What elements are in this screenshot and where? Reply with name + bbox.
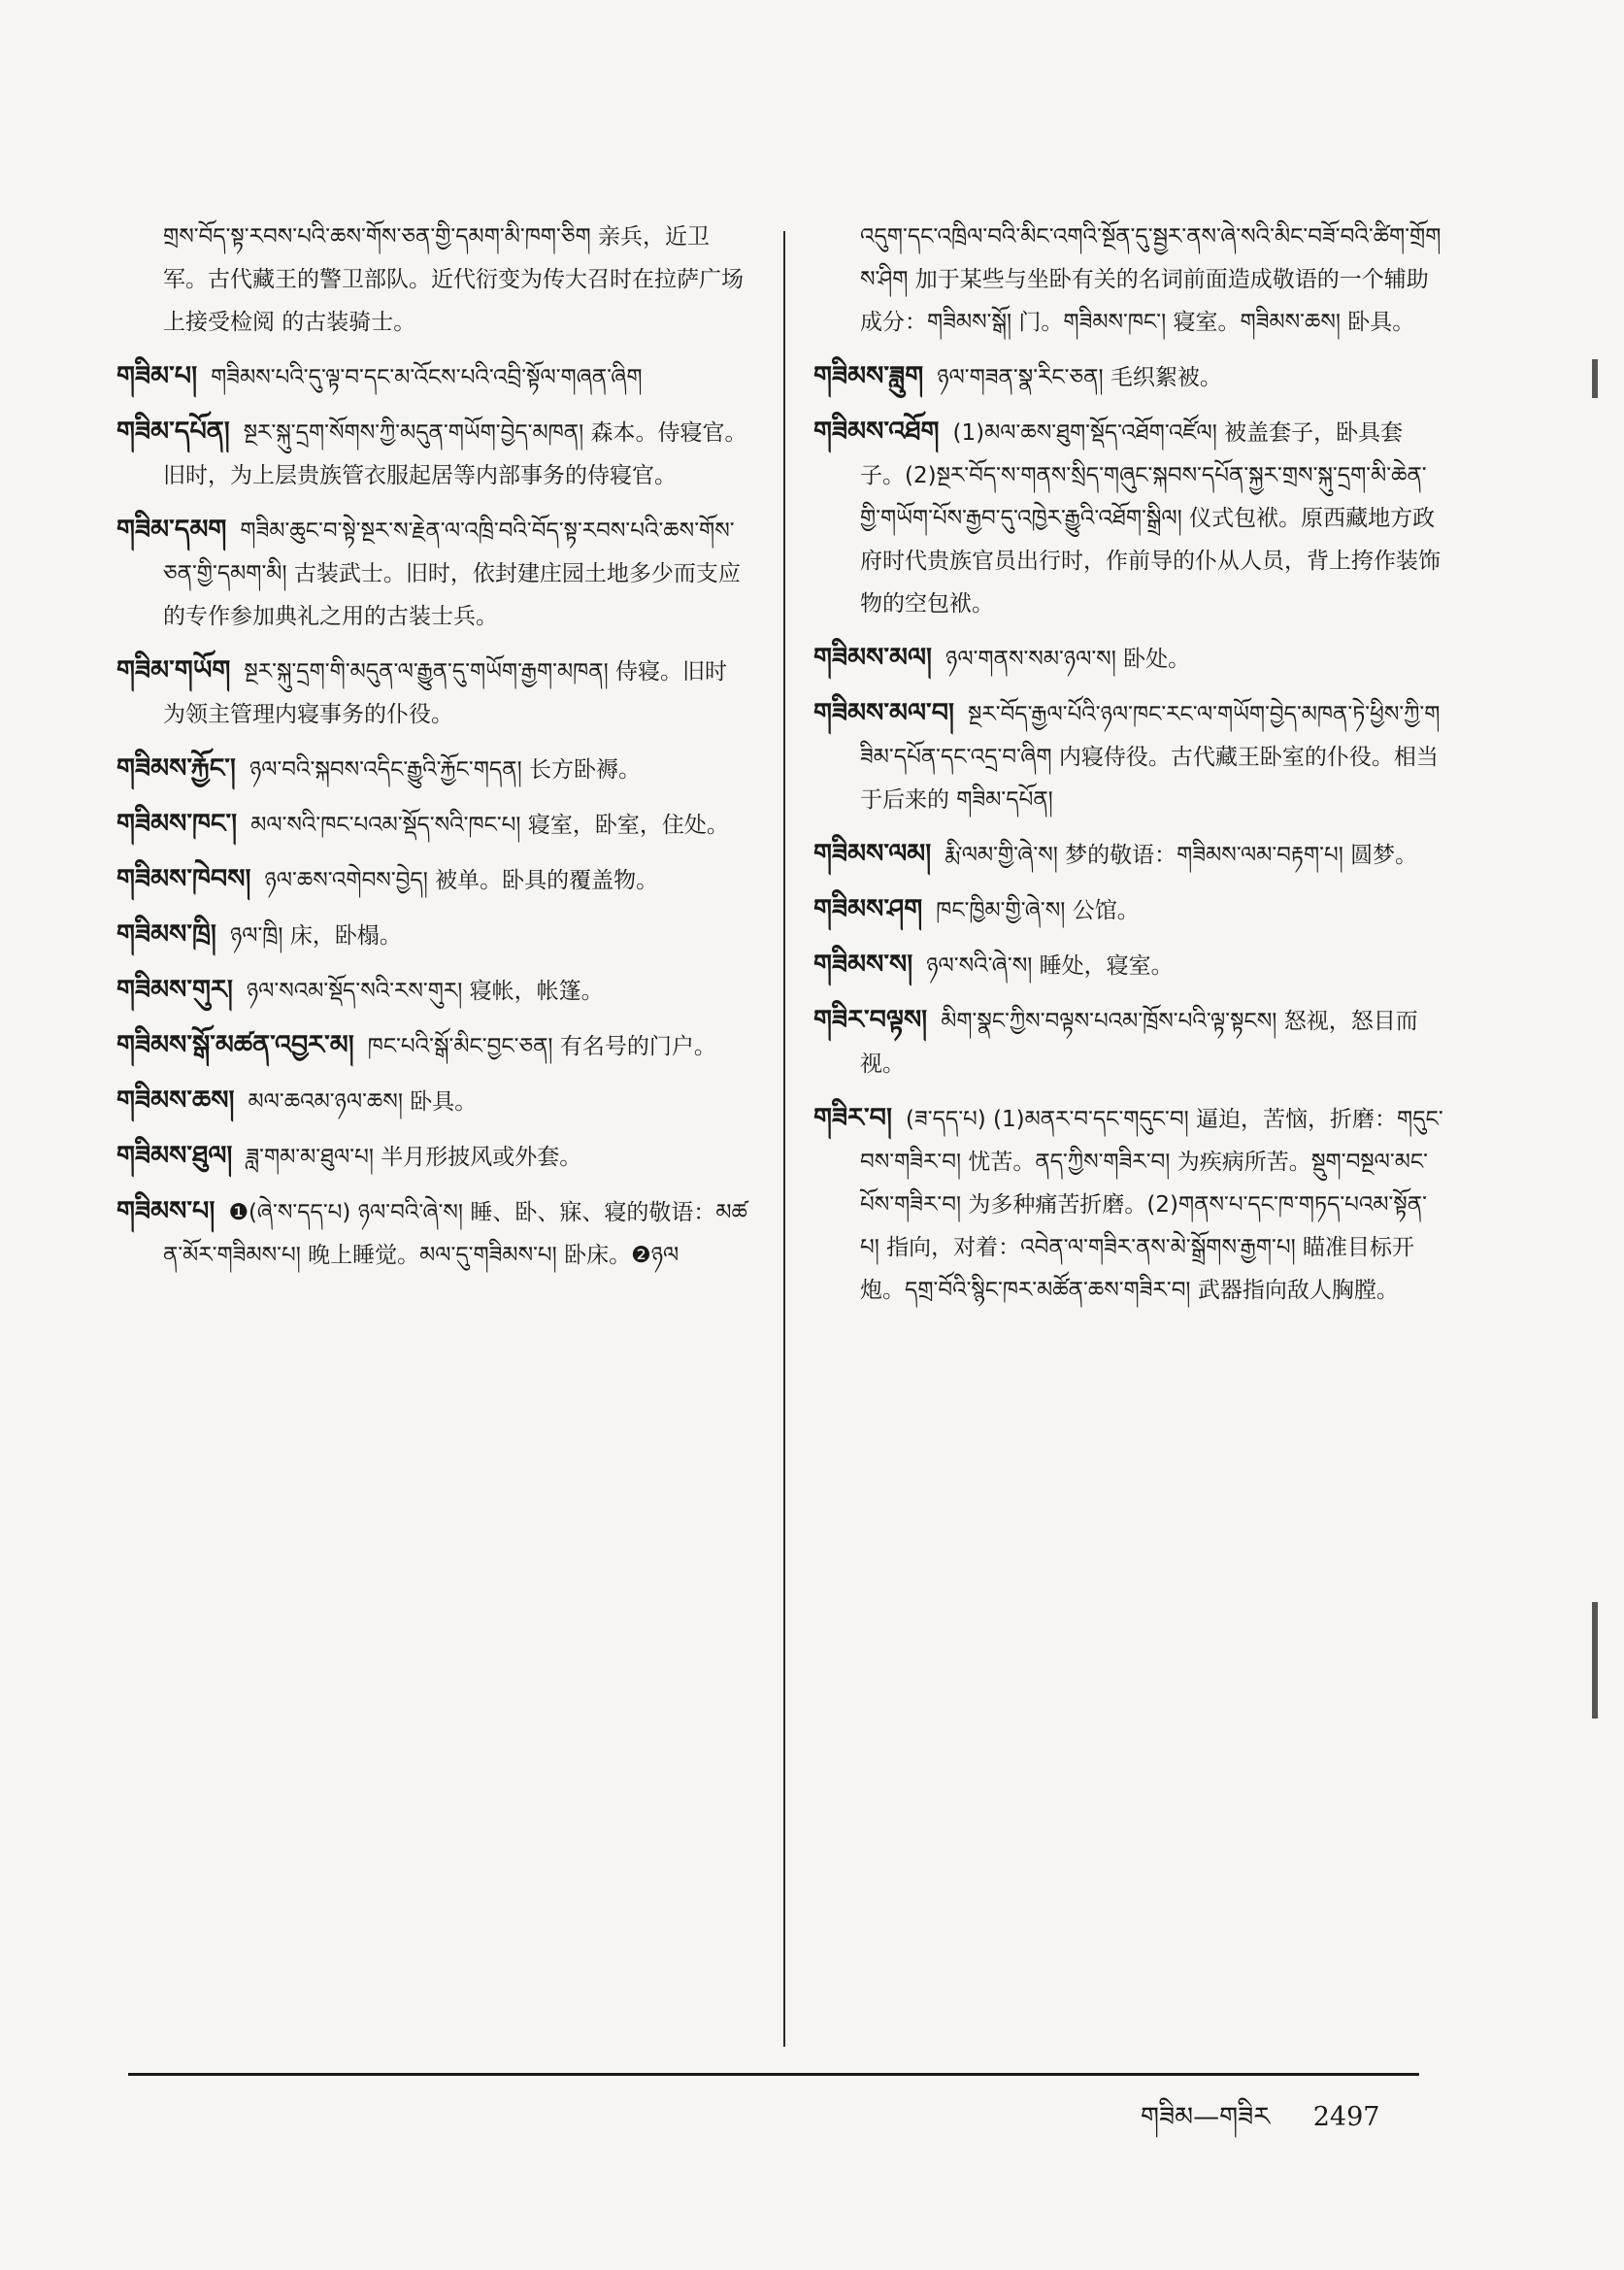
entry-definition: སྔར་སྐུ་དྲག་སོགས་ཀྱི་མདུན་གཡོག་བྱེད་མཁན། 森本。侍寝官。旧时，为上层贵族管衣服起居等内部事务的侍寝官。 <box>163 420 747 488</box>
entry-definition: གྲས་བོད་སྟ་རབས་པའི་ཆས་གོས་ཅན་གྱི་དམག་མི་ཁག་ཅིག 亲兵，近卫军。古代藏王的警卫部队。近代衍变为传大召时在拉萨广场上接受检阅 的古装骑士。 <box>163 224 744 335</box>
dictionary-entry <box>116 803 747 847</box>
dictionary-entry <box>116 1190 747 1277</box>
entry-headword: གཟིམས་ཐུལ། <box>116 1141 233 1171</box>
entry-headword: གཟིམས་ཁེབས། <box>116 864 251 894</box>
dictionary-entry <box>116 1135 747 1179</box>
entry-definition: གཟིམ་ཆུང་བ་སྟེ་སྔར་ས་རྗེན་ལ་འཁྲི་བའི་བོད་སྟ་རབས་པའི་ཆས་གོས་ཅན་གྱི་དམག་མི། 古装武士。旧时，依封建庄园土地多少而支应的专作参加典礼之用的古装士兵。 <box>163 518 741 629</box>
entry-headword: གཟིམས་འཐོག <box>813 417 940 447</box>
dictionary-entry <box>813 944 1444 987</box>
dictionary-entry <box>813 833 1444 877</box>
entry-headword: གཟིམས་རྐྱོང་། <box>116 753 236 784</box>
dictionary-entry <box>116 1024 747 1068</box>
entry-definition: (ཟ་དད་པ) (1)མནར་བ་དང་གདུང་བ། 逼迫，苦恼，折磨：གདུང་བས་གཟིར་བ། 忧苦。ནད་ཀྱིས་གཟིར་བ། 为疾病所苦。སྡུག་བསྔལ་མང་པོས་གཟིར་བ། 为多种痛苦折磨。(2)གནས་པ་དང་ཁ་གཏད་པའམ་སྟོན་པ། 指向，对着：འབེན་ལ་གཟིར་ནས་མེ་སྒྲོགས་རྒྱག་པ། 瞄准目标开炮。དགྲ་བོའི་སྙིང་ཁར་མཚོན་ཆས་གཟིར་བ། 武器指向敌人胸膛。 <box>860 1107 1443 1303</box>
entry-headword: གཟིམས་ས། <box>813 950 913 980</box>
entry-definition: རྨི་ལམ་གྱི་ཞེ་ས། 梦的敬语：གཟིམས་ལམ་བརྟག་པ། 圆梦。 <box>945 843 1418 868</box>
entry-headword: གཟིམས་ལམ། <box>813 839 932 869</box>
entry-definition: ཉལ་སའི་ཞེ་ས། 睡处，寝室。 <box>926 953 1174 979</box>
entry-headword: གཟིམ་དམག <box>116 515 227 545</box>
dictionary-entry <box>813 888 1444 932</box>
dictionary-entry <box>116 969 747 1013</box>
entry-definition: ཟླ་གམ་མ་ཐུལ་པ། 半月形披风或外套。 <box>246 1145 582 1170</box>
entry-definition: སྔར་སྐུ་དྲག་གི་མདུན་ལ་རྒྱུན་དུ་གཡོག་རྒྱག་མཁན། 侍寝。旧时为领主管理内寝事务的仆役。 <box>163 659 727 727</box>
dictionary-entry <box>813 216 1444 344</box>
entry-definition: མལ་སའི་ཁང་པའམ་སྡོད་སའི་ཁང་པ། 寝室，卧室，住处。 <box>250 813 729 838</box>
entry-definition: ཉལ་བའི་སྐབས་འདིང་རྒྱུའི་རྐྱོང་གདན། 长方卧褥。 <box>249 757 641 783</box>
dictionary-entry <box>116 1080 747 1123</box>
entry-definition: མིག་སྣང་ཀྱིས་བལྟས་པའམ་ཁྲོས་པའི་ལྟ་སྟངས། 怒视，怒目而视。 <box>860 1009 1418 1077</box>
entry-definition: ཁང་པའི་སྒོ་མིང་བྱང་ཅན། 有名号的门户。 <box>367 1034 716 1059</box>
entry-headword: གཟིམ་དཔོན། <box>116 417 230 447</box>
column-divider <box>783 231 785 2047</box>
entry-headword: གཟིམས་ཟླུག <box>813 361 924 391</box>
dictionary-entry <box>116 411 747 497</box>
entry-headword: གཟིམ་པ། <box>116 361 198 391</box>
dictionary-entry <box>813 999 1444 1085</box>
entry-definition: འདུག་དང་འཁྲིལ་བའི་མིང་འགའི་སྔོན་དུ་སྦྱར་ནས་ཞེ་སའི་མིང་བཟོ་བའི་ཚིག་གྲོགས་ཤིག 加于某些与坐卧有关的名词前面造成敬语的一个辅助成分：གཟིམས་སྒོ། 门。གཟིམས་ཁང་། 寝室。གཟིམས་ཆས། 卧具。 <box>860 224 1442 335</box>
dictionary-entry <box>116 650 747 736</box>
footer-rule <box>128 2073 1419 2076</box>
dictionary-entry <box>116 858 747 902</box>
entry-headword: གཟིམས་མལ། <box>813 643 933 673</box>
entry-definition: ཉལ་ཁྲི། 床，卧榻。 <box>229 923 402 949</box>
scan-edge-mark <box>1592 359 1598 398</box>
entry-definition: སྔར་བོད་རྒྱལ་པོའི་ཉལ་ཁང་རང་ལ་གཡོག་བྱེད་མཁན་ཏེ་ཕྱིས་ཀྱི་གཟིམ་དཔོན་དང་འདྲ་བ་ཞིག 内寝侍役。古代藏王卧室的仆役。相当于后来的 གཟིམ་དཔོན། <box>860 702 1441 813</box>
entry-headword: གཟིམ་གཡོག <box>116 655 231 685</box>
entry-headword: གཟིམས་ཆས། <box>116 1085 235 1116</box>
dictionary-entry <box>116 509 747 638</box>
entry-definition: ཁང་ཁྱིམ་གྱི་ཞེ་ས། 公馆。 <box>936 898 1140 923</box>
entry-definition: ཉལ་གནས་སམ་ཉལ་ས། 卧处。 <box>945 647 1191 672</box>
entry-definition: གཟིམས་པའི་དུ་ལྟ་བ་དང་མ་འོངས་པའི་འབྲི་སྟོལ་གཞན་ཞིག <box>211 365 643 390</box>
entry-definition: ཉལ་ཆས་འགེབས་བྱེད། 被单。卧具的覆盖物。 <box>264 868 659 893</box>
entry-definition: མལ་ཆའམ་ཉལ་ཆས། 卧具。 <box>248 1089 478 1115</box>
dictionary-entry <box>813 355 1444 399</box>
dictionary-entry <box>116 914 747 957</box>
entry-headword: གཟིམས་ཁྲི། <box>116 919 216 950</box>
dictionary-entry <box>116 748 747 791</box>
dictionary-entry <box>813 637 1444 681</box>
entry-headword: གཟིམས་ཤག <box>813 894 923 924</box>
dictionary-entry <box>116 216 747 344</box>
page-footer <box>1141 2087 1379 2161</box>
entry-headword: གཟིར་བལྟས། <box>813 1005 928 1035</box>
entry-headword: གཟིམས་པ། <box>116 1196 215 1226</box>
dictionary-entry <box>813 1097 1444 1312</box>
dictionary-entry <box>813 411 1444 625</box>
dictionary-entry <box>116 355 747 399</box>
left-column <box>116 216 747 1277</box>
entry-headword: གཟིམས་སྒོ་མཚན་འབྱར་མ། <box>116 1030 354 1060</box>
entry-definition: ཉལ་སའམ་སྡོད་སའི་རས་གུར། 寝帐，帐篷。 <box>246 979 604 1004</box>
entry-headword: གཟིམས་ཁང་། <box>116 809 238 839</box>
entry-headword: གཟིམས་མལ་བ། <box>813 698 955 728</box>
entry-definition: ཉལ་གཟན་སྣ་རིང་ཅན། 毛织絮被。 <box>937 365 1222 390</box>
scan-edge-mark <box>1592 1602 1598 1719</box>
footer-headword-range: གཟིམ—གཟིར <box>1141 2102 1271 2132</box>
right-column <box>813 216 1444 1312</box>
page-number: 2497 <box>1312 2102 1380 2132</box>
dictionary-entry <box>813 692 1444 821</box>
entry-headword: གཟིམས་གུར། <box>116 975 233 1005</box>
entry-definition: ❶(ཞེ་ས་དད་པ) ཉལ་བའི་ཞེ་ས། 睡、卧、寐、寝的敬语：མཚན་མོར་གཟིམས་པ། 晚上睡觉。མལ་དུ་གཟིམས་པ། 卧床。❷ཉལ <box>163 1200 747 1268</box>
entry-headword: གཟིར་བ། <box>813 1103 892 1133</box>
entry-definition: (1)མལ་ཆས་ཐུག་སྡོད་འཐོག་འཛོལ། 被盖套子，卧具套子。(2)སྔར་བོད་ས་གནས་སྲིད་གཞུང་སྐབས་དཔོན་སྐྱར་གྲས་སྐུ་དྲག་མི་ཆེན་གྱི་གཡོག་པོས་རྒྱབ་དུ་འཁྱེར་རྒྱུའི་འཐོག་སྒྲིལ། 仪式包袱。原西藏地方政府时代贵族官员出行时，作前导的仆从人员，背上挎作装饰物的空包袱。 <box>860 420 1441 617</box>
